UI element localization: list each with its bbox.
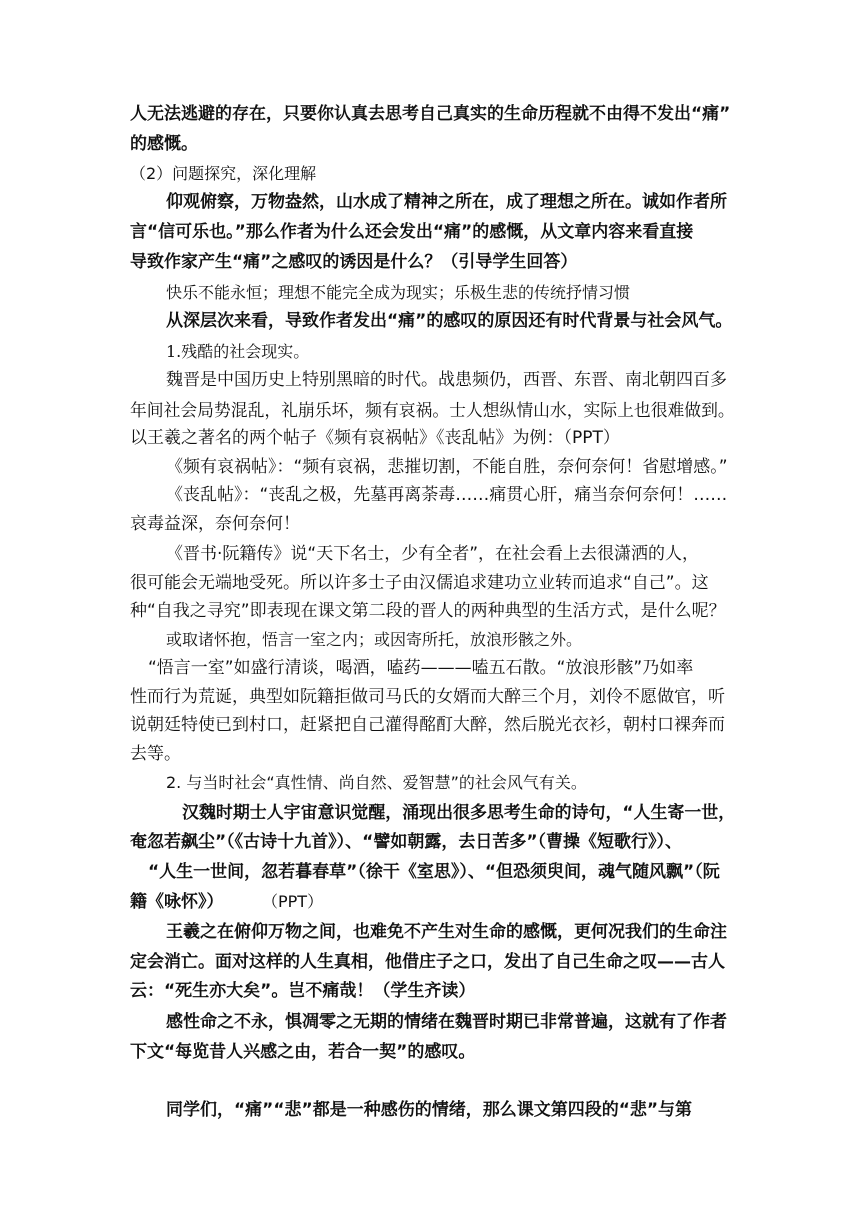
quote-line: 哀毒益深，奈何奈何！ [130,514,300,534]
paragraph-line: 的感慨。 [130,134,198,154]
paragraph-line: 云：“死生亦大矣”。岂不痛哉！（学生齐读） [130,981,476,1001]
quote-line: 《丧乱帖》：“丧乱之极，先墓再离荼毒……痛贯心肝，痛当奈何奈何！…… [166,485,728,505]
answer-line: 或取诸怀抱，悟言一室之内；或因寄所托，放浪形骸之外。 [166,630,583,649]
paragraph-line: 性而行为荒诞，典型如阮籍拒做司马氏的女婿而大醉三个月，刘伶不愿做官，听 [130,687,725,707]
list-item-heading: 1.残酷的社会现实。 [166,342,310,361]
paragraph-line: 很可能会无端地受死。所以许多士子由汉儒追求建功立业转而追求“自己”。这 [130,573,709,593]
paragraph-line: 种“自我之寻究”即表现在课文第二段的晋人的两种典型的生活方式，是什么呢？ [130,601,726,621]
paragraph-line: 说朝廷特使已到村口，赶紧把自己灌得酩酊大醉，然后脱光衣衫，朝村口裸奔而 [130,715,725,735]
paragraph-line: 导致作家产生“痛”之感叹的诱因是什么？（引导学生回答） [130,252,578,272]
paragraph-line: 年间社会局势混乱，礼崩乐坏，频有哀祸。士人想纵情山水，实际上也很难做到。 [130,400,735,420]
paragraph-line: 《晋书·阮籍传》说“天下名士，少有全者”，在社会看上去很潇洒的人， [166,544,700,564]
paragraph-line: “人生一世间，忽若暮春草”（徐干《室思》）、“但恐须臾间，魂气随风飘”（阮 [148,862,720,882]
quote-line: 《频有哀祸帖》：“频有哀祸，悲摧切割，不能自胜，奈何奈何！省慰增感。” [166,457,728,477]
paragraph-line: 下文“每览昔人兴感之由，若合一契”的感叹。 [130,1042,476,1062]
paragraph-line: “悟言一室”如盛行清谈，喝酒，嗑药———嗑五石散。“放浪形骸”乃如率 [148,658,694,678]
ppt-note: （PPT） [262,892,324,911]
list-item-heading: 2. 与当时社会“真性情、尚自然、爱智慧”的社会风气有关。 [166,773,587,792]
paragraph-line: 去等。 [130,744,181,764]
paragraph-line: 从深层次来看，导致作者发出“痛”的感叹的原因还有时代背景与社会风气。 [166,311,733,331]
paragraph-line: 人无法逃避的存在，只要你认真去思考自己真实的生命历程就不由得不发出“痛” [130,104,731,124]
paragraph-line: 感性命之不永，惧凋零之无期的情绪在魏晋时期已非常普遍，这就有了作者 [166,1012,727,1032]
paragraph-line: 同学们，“痛”“悲”都是一种感伤的情绪，那么课文第四段的“悲”与第 [166,1100,693,1120]
paragraph-line: 魏晋是中国历史上特别黑暗的时代。战患频仍，西晋、东晋、南北朝四百多 [166,370,727,390]
paragraph-line: 汉魏时期士人宇宙意识觉醒，涌现出很多思考生命的诗句，“人生寄一世， [182,802,736,822]
paragraph-line: 定会消亡。面对这样的人生真相，他借庄子之口，发出了自己生命之叹——古人 [130,952,725,972]
paragraph-line: 王羲之在俯仰万物之间，也难免不产生对生命的感慨，更何况我们的生命注 [166,922,727,942]
paragraph-line: 奄忽若飙尘”（《古诗十九首》）、“譬如朝露，去日苦多”（曹操《短歌行》）、 [130,832,683,852]
paragraph-line: 籍《咏怀》） [130,892,224,912]
section-heading: （2）问题探究，深化理解 [130,164,317,183]
paragraph-line: 言“信可乐也。”那么作者为什么还会发出“痛”的感慨，从文章内容来看直接 [130,222,694,242]
answer-line: 快乐不能永恒；理想不能完全成为现实；乐极生悲的传统抒情习惯 [166,283,631,302]
paragraph-line: 仰观俯察，万物盎然，山水成了精神之所在，成了理想之所在。诚如作者所 [166,192,727,212]
paragraph-line: 以王羲之著名的两个帖子《频有哀祸帖》《丧乱帖》为例：（PPT） [130,428,620,448]
